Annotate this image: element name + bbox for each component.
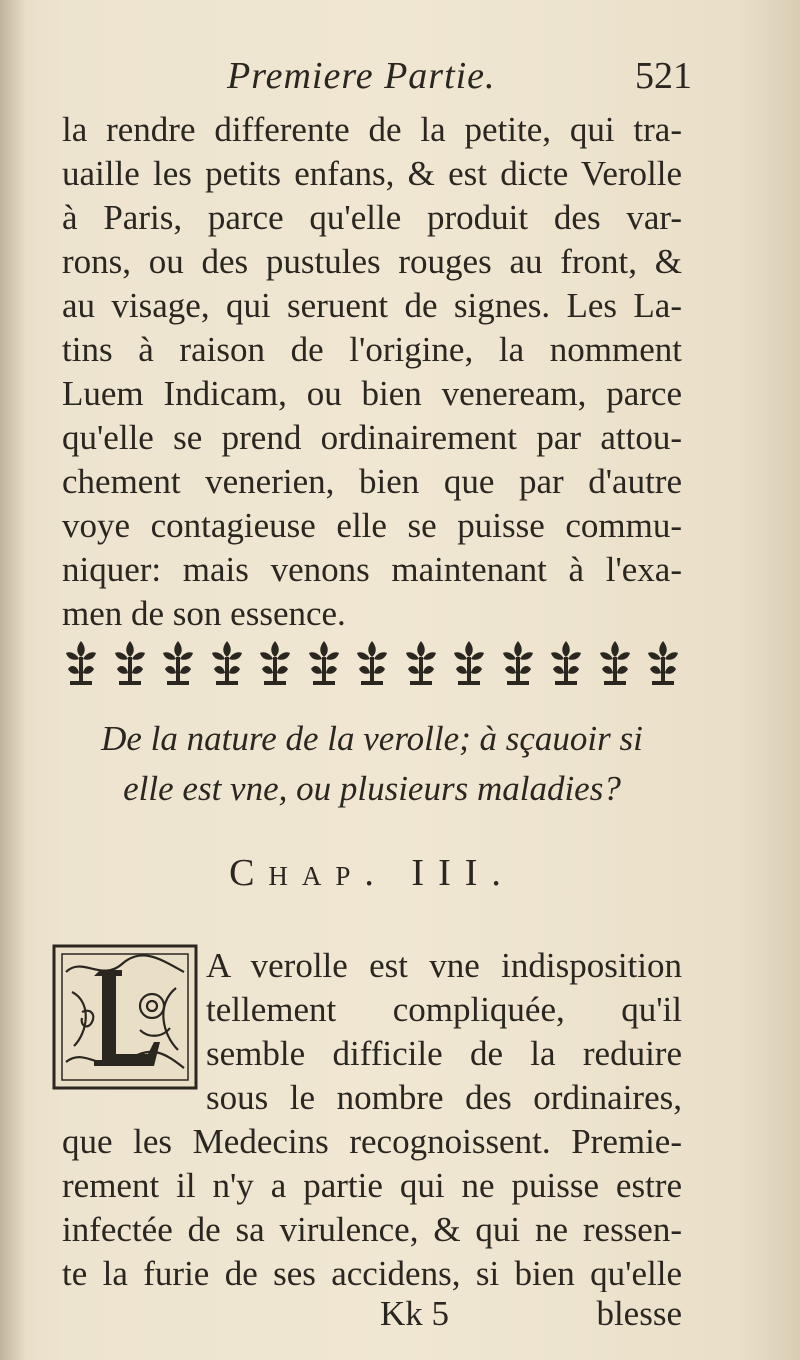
page-header bbox=[62, 52, 692, 104]
text-line: rons, ou des pustules rouges au front, & bbox=[62, 242, 682, 281]
fleuron-ornament-icon bbox=[208, 637, 246, 691]
fleuron-ornament-icon bbox=[499, 637, 537, 691]
text-line: que les Medecins recognoissent. Premie- bbox=[62, 1122, 682, 1161]
gutter-shadow bbox=[0, 0, 26, 1360]
text-line: à Paris, parce qu'elle produit des var- bbox=[62, 198, 682, 237]
text-line: A verolle est vne indisposition bbox=[206, 946, 682, 985]
text-line: au visage, qui seruent de signes. Les La- bbox=[62, 286, 682, 325]
fleuron-ornament-icon bbox=[596, 637, 634, 691]
chapter-heading: Chap. III. bbox=[229, 852, 515, 894]
fleuron-ornament-icon bbox=[159, 637, 197, 691]
signature-mark: Kk 5 bbox=[380, 1294, 450, 1333]
fleuron-ornament-icon bbox=[62, 637, 100, 691]
text-line: tins à raison de l'origine, la nomment bbox=[62, 330, 682, 369]
fleuron-ornament-icon bbox=[305, 637, 343, 691]
fleuron-ornament-icon bbox=[353, 637, 391, 691]
text-line: niquer: mais venons maintenant à l'exa- bbox=[62, 550, 682, 589]
fleuron-ornament-icon bbox=[450, 637, 488, 691]
page-footer bbox=[62, 1292, 682, 1336]
text-line: uaille les petits enfans, & est dicte Verolle bbox=[62, 154, 682, 193]
fleuron-ornament-icon bbox=[256, 637, 294, 691]
chapter-title-line: De la nature de la verolle; à sçauoir si bbox=[101, 719, 643, 758]
text-line: la rendre differente de la petite, qui tra- bbox=[62, 110, 682, 149]
text-line: te la furie de ses accidens, si bien qu'elle bbox=[62, 1254, 682, 1292]
text-line: Luem Indicam, ou bien veneream, parce bbox=[62, 374, 682, 413]
text-line: rement il n'y a partie qui ne puisse estre bbox=[62, 1166, 682, 1205]
fleuron-ornament-icon bbox=[547, 637, 585, 691]
text-line: chement venerien, bien que par d'autre bbox=[62, 462, 682, 501]
fleuron-ornament-icon bbox=[644, 637, 682, 691]
text-line: sous le nombre des ordinaires, bbox=[206, 1078, 682, 1117]
text-line: qu'elle se prend ordinairement par attou- bbox=[62, 418, 682, 457]
page-number: 521 bbox=[635, 55, 692, 97]
text-line: men de son essence. bbox=[62, 594, 346, 633]
text-line: semble difficile de la reduire bbox=[206, 1034, 682, 1073]
fleuron-ornament-icon bbox=[111, 637, 149, 691]
catchword: blesse bbox=[596, 1294, 682, 1333]
running-title: Premiere Partie. bbox=[227, 55, 496, 97]
fleuron-ornament-icon bbox=[402, 637, 440, 691]
ornament-band bbox=[62, 634, 682, 694]
text-line: infectée de sa virulence, & qui ne ressen- bbox=[62, 1210, 682, 1249]
decorated-initial-icon bbox=[52, 942, 198, 1092]
chapter-title-line: elle est vne, ou plusieurs maladies? bbox=[123, 769, 621, 808]
text-line: tellement compliquée, qu'il bbox=[206, 990, 682, 1029]
text-line: voye contagieuse elle se puisse commu- bbox=[62, 506, 682, 545]
